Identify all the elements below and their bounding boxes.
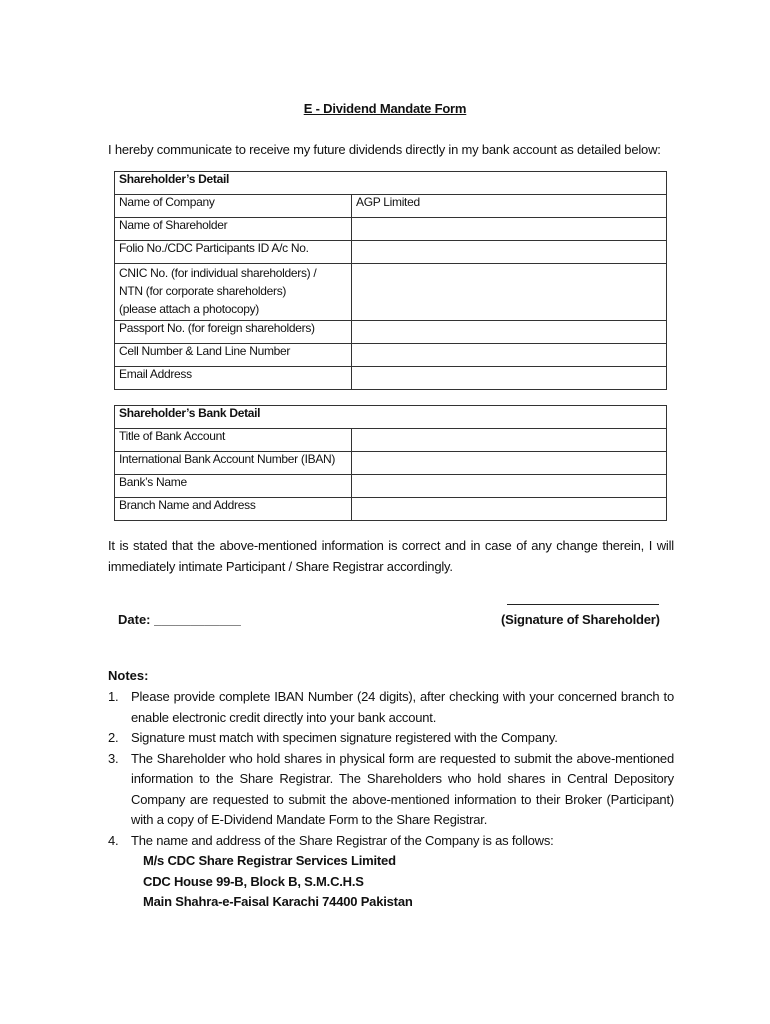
declaration-statement: It is stated that the above-mentioned information is correct and in case of any change therein, I will immediately intimate Participant / Share Registrar accordingly. bbox=[108, 538, 674, 574]
registrar-address-line: Main Shahra-e-Faisal Karachi 74400 Pakistan bbox=[143, 894, 413, 909]
note-number: 2. bbox=[108, 730, 119, 745]
company-name-field[interactable]: AGP Limited bbox=[352, 195, 667, 218]
branch-address-field[interactable] bbox=[352, 498, 667, 521]
list-item bbox=[108, 728, 674, 749]
row-label-line: CNIC No. (for individual shareholders) / bbox=[119, 266, 317, 280]
row-label: International Bank Account Number (IBAN) bbox=[115, 452, 352, 475]
date-field[interactable]: Date: ____________ bbox=[118, 612, 241, 627]
row-label-line: NTN (for corporate shareholders) bbox=[119, 284, 287, 298]
table-row bbox=[115, 218, 667, 241]
cnic-ntn-field[interactable] bbox=[352, 264, 667, 321]
registrar-name: M/s CDC Share Registrar Services Limited bbox=[143, 853, 396, 868]
row-label-line: (please attach a photocopy) bbox=[119, 302, 259, 316]
bank-detail-heading: Shareholder’s Bank Detail bbox=[115, 406, 667, 429]
email-field[interactable] bbox=[352, 367, 667, 390]
signature-line[interactable] bbox=[507, 596, 659, 605]
row-label: Passport No. (for foreign shareholders) bbox=[115, 321, 352, 344]
registrar-address bbox=[143, 851, 413, 913]
note-number: 3. bbox=[108, 750, 119, 766]
row-label: Cell Number & Land Line Number bbox=[115, 344, 352, 367]
row-label: Name of Shareholder bbox=[115, 218, 352, 241]
row-label: Name of Company bbox=[115, 195, 352, 218]
note-text: The name and address of the Share Registrar of the Company is as follows: bbox=[131, 832, 554, 848]
registrar-address-line: CDC House 99-B, Block B, S.M.C.H.S bbox=[143, 873, 364, 889]
account-title-field[interactable] bbox=[352, 429, 667, 452]
row-label: Folio No./CDC Participants ID A/c No. bbox=[115, 241, 352, 264]
row-label: Email Address bbox=[115, 367, 352, 390]
intro-text: I hereby communicate to receive my future dividends directly in my bank account as detailed below: bbox=[108, 142, 661, 157]
row-label: Branch Name and Address bbox=[115, 498, 352, 521]
table-row bbox=[115, 195, 667, 218]
passport-number-field[interactable] bbox=[352, 321, 667, 344]
table-row bbox=[115, 241, 667, 264]
shareholder-detail-table bbox=[114, 171, 667, 390]
bank-name-field[interactable] bbox=[352, 475, 667, 498]
note-number: 1. bbox=[108, 689, 119, 704]
row-label bbox=[115, 264, 352, 321]
table-row bbox=[115, 321, 667, 344]
notes-title: Notes: bbox=[108, 668, 149, 683]
table-row bbox=[115, 264, 667, 321]
table-row bbox=[115, 475, 667, 498]
folio-number-field[interactable] bbox=[352, 241, 667, 264]
table-row bbox=[115, 367, 667, 390]
shareholder-name-field[interactable] bbox=[352, 218, 667, 241]
bank-detail-table bbox=[114, 405, 667, 521]
list-item bbox=[108, 687, 674, 728]
note-number: 4. bbox=[108, 832, 119, 848]
form-title: E - Dividend Mandate Form bbox=[303, 101, 467, 116]
list-item bbox=[108, 749, 674, 831]
note-text: The Shareholder who hold shares in physical form are requested to submit the above-mentioned information to the Share Registrar. The Shareholders who hold shares in Central Depository Company are requested to submit the above-mentioned information to their Broker (Participant) with a copy of E-Dividend Mandate Form to the Share Registrar. bbox=[131, 750, 674, 827]
list-item bbox=[108, 831, 674, 852]
signature-label: (Signature of Shareholder) bbox=[501, 612, 660, 627]
row-label: Title of Bank Account bbox=[115, 429, 352, 452]
table-row bbox=[115, 344, 667, 367]
table-row bbox=[115, 429, 667, 452]
note-text: Signature must match with specimen signature registered with the Company. bbox=[131, 730, 558, 745]
note-text: Please provide complete IBAN Number (24 digits), after checking with your concerned branch to enable electronic credit directly into your bank account. bbox=[131, 689, 674, 725]
table-row bbox=[115, 452, 667, 475]
notes-list bbox=[108, 687, 674, 851]
row-label: Bank’s Name bbox=[115, 475, 352, 498]
phone-number-field[interactable] bbox=[352, 344, 667, 367]
table-row bbox=[115, 498, 667, 521]
shareholder-detail-heading: Shareholder’s Detail bbox=[115, 172, 667, 195]
iban-field[interactable] bbox=[352, 452, 667, 475]
